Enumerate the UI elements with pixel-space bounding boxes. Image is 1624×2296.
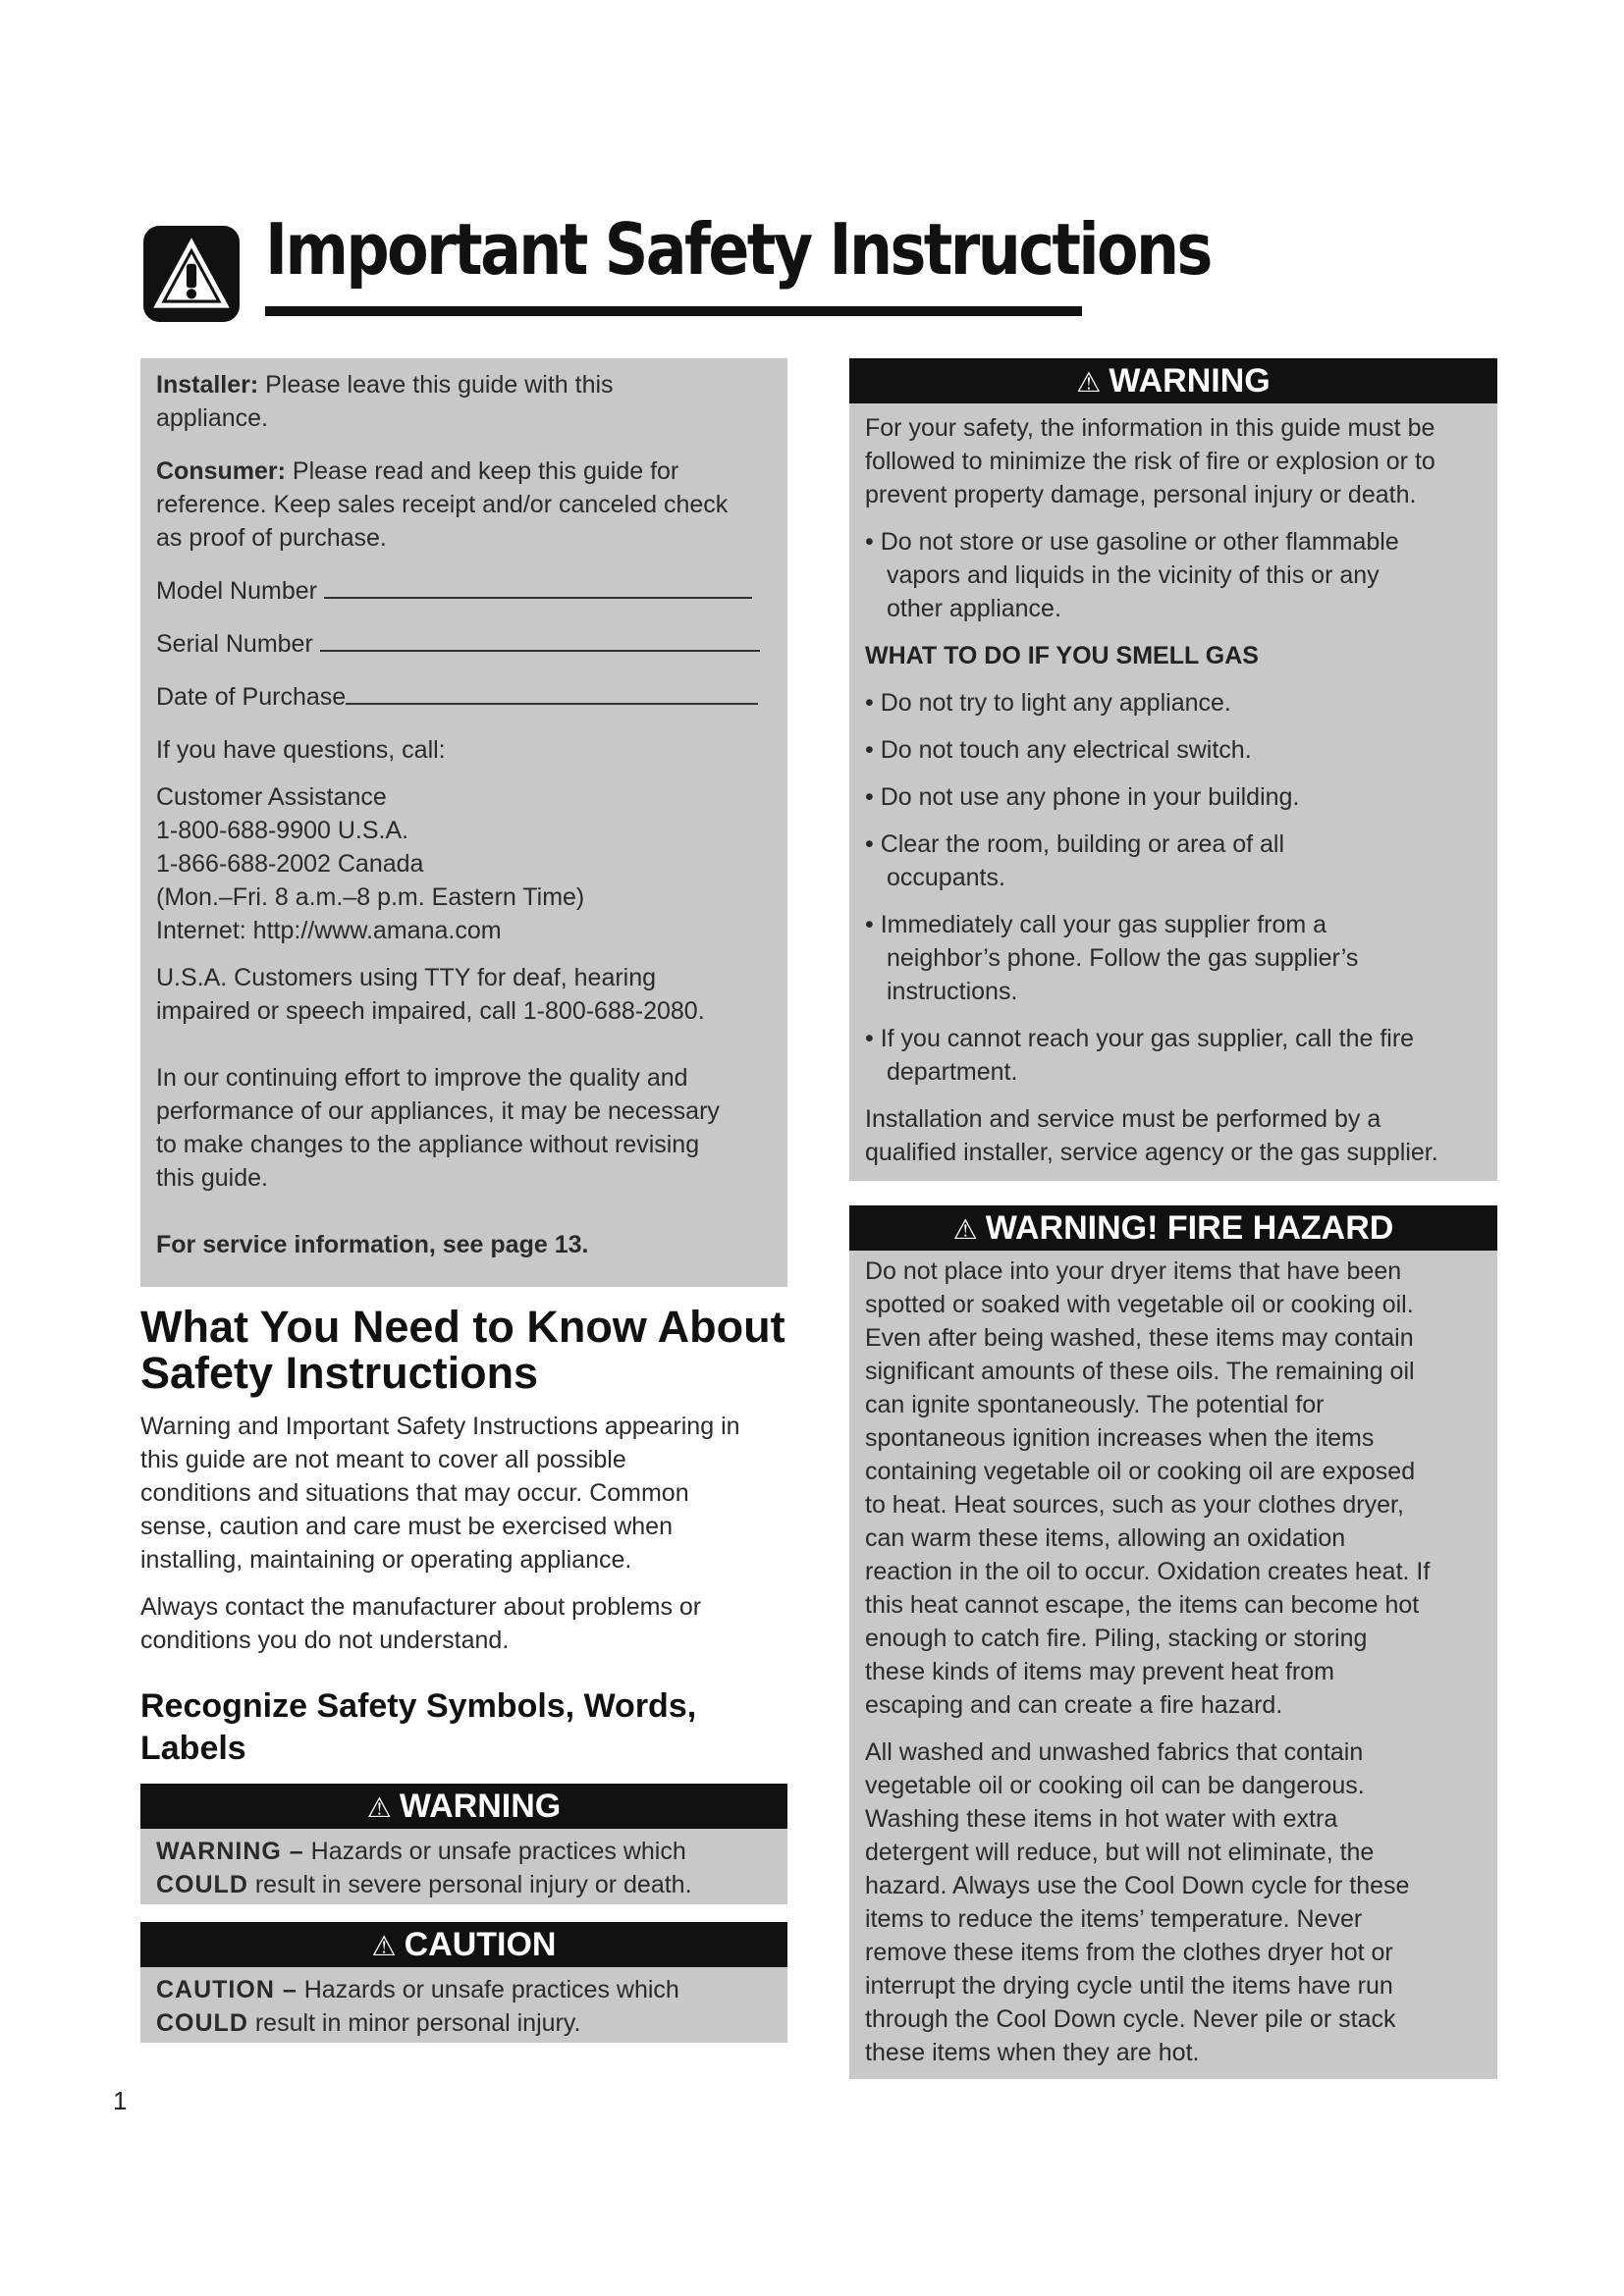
symbol-caution-text-1: Hazards or unsafe practices which [303, 1976, 679, 2003]
gas-step-line: Do not use any phone in your building. [880, 783, 1300, 811]
serial-number-field [156, 627, 772, 661]
fire-line: vegetable oil or cooking oil can be dangerous. [865, 1772, 1365, 1799]
gas-step-line: occupants. [887, 864, 1005, 891]
know-line: this guide are not meant to cover all possible [140, 1446, 626, 1473]
page-number: 1 [113, 2086, 128, 2115]
warning-triangle-icon: ⚠ [371, 1931, 397, 1961]
fire-line: can warm these items, allowing an oxidation [865, 1524, 1346, 1552]
gas-step-line: Immediately call your gas supplier from a [880, 911, 1327, 938]
gas-step [865, 686, 1482, 720]
know-line: Always contact the manufacturer about problems or [140, 1593, 702, 1621]
contact-line: Customer Assistance [156, 783, 387, 811]
know-line: installing, maintaining or operating appliance. [140, 1546, 632, 1574]
fire-line: Do not place into your dryer items that have been [865, 1257, 1402, 1285]
symbol-warning-box [140, 1784, 787, 1904]
know-line: Warning and Important Safety Instructions appearing in [140, 1413, 740, 1440]
symbol-caution-box [140, 1922, 787, 2043]
symbol-warning-text-2: result in severe personal injury or death. [254, 1871, 692, 1898]
know-body [140, 1410, 798, 1657]
gasoline-line: other appliance. [887, 595, 1061, 622]
symbol-caution-could: COULD [156, 2009, 248, 2037]
gas-warning-bar [849, 358, 1497, 403]
gasoline-line: Do not store or use gasoline or other flammable [880, 528, 1399, 556]
installer-info-box [140, 358, 787, 1287]
gas-warning-box [849, 358, 1497, 1181]
know-heading-line-2: Safety Instructions [140, 1348, 539, 1398]
tty-line: impaired or speech impaired, call 1-800-688-2080. [156, 997, 705, 1025]
consumer-text-2: reference. Keep sales receipt and/or canceled check [156, 491, 729, 518]
gas-step [865, 780, 1482, 814]
know-heading-line-1: What You Need to Know About [140, 1302, 785, 1352]
symbol-warning-could: COULD [156, 1871, 248, 1898]
fire-line: interrupt the drying cycle until the items have run [865, 1972, 1393, 2000]
fire-line: to heat. Heat sources, such as your clothes dryer, [865, 1491, 1404, 1519]
gas-warning-bar-label: WARNING [1109, 362, 1271, 400]
installer-label: Installer: [156, 371, 259, 399]
fire-line: remove these items from the clothes dryer hot or [865, 1939, 1393, 1966]
fire-line: hazard. Always use the Cool Down cycle for these [865, 1872, 1410, 1899]
recognize-heading [140, 1685, 769, 1770]
fire-hazard-box [849, 1205, 1497, 2079]
improve-line: performance of our appliances, it may be necessary [156, 1097, 720, 1125]
install-line: Installation and service must be performed by a [865, 1105, 1381, 1133]
gas-step-line: If you cannot reach your gas supplier, call the fire [880, 1025, 1415, 1052]
gas-step-line: Do not touch any electrical switch. [880, 736, 1252, 764]
gas-step-line: Clear the room, building or area of all [880, 830, 1285, 858]
contact-line: 1-800-688-9900 U.S.A. [156, 817, 409, 844]
fire-line: these kinds of items may prevent heat from [865, 1658, 1334, 1685]
questions-text: If you have questions, call: [156, 736, 446, 764]
fire-hazard-bar [849, 1205, 1497, 1251]
fire-hazard-bar-label: WARNING! FIRE HAZARD [985, 1209, 1394, 1247]
warning-intro-line: For your safety, the information in this guide must be [865, 414, 1435, 442]
warning-triangle-icon: ⚠ [1076, 367, 1102, 398]
symbol-caution-bar-label: CAUTION [404, 1926, 557, 1963]
title-underline [265, 306, 1082, 316]
consumer-text: Please read and keep this guide for [292, 457, 679, 485]
symbol-warning-bar [140, 1784, 787, 1829]
fire-line: enough to catch fire. Piling, stacking or storing [865, 1625, 1368, 1652]
fire-line: Even after being washed, these items may contain [865, 1324, 1414, 1352]
gas-step-line: department. [887, 1058, 1018, 1086]
gas-step [865, 908, 1482, 1008]
warning-intro-line: prevent property damage, personal injury or death. [865, 481, 1417, 508]
installer-text: Please leave this guide with this [265, 371, 614, 399]
page-title: Important Safety Instructions [265, 208, 1211, 291]
fire-line: spotted or soaked with vegetable oil or cooking oil. [865, 1291, 1414, 1318]
tty-line: U.S.A. Customers using TTY for deaf, hearing [156, 964, 657, 991]
model-number-label: Model Number [156, 577, 317, 605]
date-of-purchase-label: Date of Purchase [156, 683, 347, 711]
recognize-heading-line-1: Recognize Safety Symbols, Words, [140, 1687, 697, 1725]
fire-line: these items when they are hot. [865, 2039, 1200, 2066]
improve-line: this guide. [156, 1164, 268, 1192]
fire-line: reaction in the oil to occur. Oxidation creates heat. If [865, 1558, 1431, 1585]
date-of-purchase-blank[interactable] [346, 703, 758, 705]
recognize-heading-line-2: Labels [140, 1730, 246, 1767]
warning-triangle-icon: ⚠ [366, 1792, 392, 1823]
fire-line: All washed and unwashed fabrics that contain [865, 1738, 1364, 1766]
know-line: sense, caution and care must be exercised when [140, 1513, 673, 1540]
fire-line: detergent will reduce, but will not eliminate, the [865, 1839, 1375, 1866]
symbol-warning-word: WARNING – [156, 1838, 304, 1865]
install-line: qualified installer, service agency or the gas supplier. [865, 1139, 1438, 1166]
fire-line: items to reduce the items’ temperature. Never [865, 1905, 1363, 1933]
gas-step-line: instructions. [887, 978, 1018, 1005]
symbol-warning-bar-label: WARNING [399, 1788, 562, 1825]
know-line: conditions and situations that may occur. Common [140, 1479, 689, 1507]
improve-line: In our continuing effort to improve the quality and [156, 1064, 688, 1092]
fire-line: escaping and can create a fire hazard. [865, 1691, 1283, 1719]
contact-line: (Mon.–Fri. 8 a.m.–8 p.m. Eastern Time) [156, 883, 585, 911]
fire-line: containing vegetable oil or cooking oil are exposed [865, 1458, 1416, 1485]
fire-line: can ignite spontaneously. The potential for [865, 1391, 1325, 1418]
contact-line: 1-866-688-2002 Canada [156, 850, 424, 878]
warning-triangle-icon: ⚠ [952, 1214, 978, 1245]
serial-number-label: Serial Number [156, 630, 313, 658]
improve-line: to make changes to the appliance without revising [156, 1131, 700, 1158]
date-of-purchase-field [156, 680, 772, 714]
serial-number-blank[interactable] [320, 650, 760, 652]
symbol-warning-text-1: Hazards or unsafe practices which [310, 1838, 686, 1865]
warning-intro-line: followed to minimize the risk of fire or explosion or to [865, 448, 1435, 475]
warning-triangle-icon [141, 224, 242, 324]
installer-text-2: appliance. [156, 404, 268, 432]
fire-line: spontaneous ignition increases when the items [865, 1424, 1375, 1452]
symbol-caution-text-2: result in minor personal injury. [254, 2009, 581, 2037]
model-number-field [156, 574, 772, 608]
website-link[interactable]: Internet: http://www.amana.com [156, 917, 502, 944]
gas-step [865, 733, 1482, 767]
gasoline-line: vapors and liquids in the vicinity of this or any [887, 561, 1380, 589]
consumer-label: Consumer: [156, 457, 286, 485]
fire-line: significant amounts of these oils. The remaining oil [865, 1358, 1415, 1385]
know-heading [140, 1304, 808, 1396]
gas-step-line: Do not try to light any appliance. [880, 689, 1231, 717]
smell-gas-heading: WHAT TO DO IF YOU SMELL GAS [865, 642, 1259, 669]
model-number-blank[interactable] [324, 597, 752, 599]
gas-step [865, 1022, 1482, 1089]
symbol-caution-word: CAUTION – [156, 1976, 298, 2003]
consumer-text-3: as proof of purchase. [156, 524, 387, 552]
service-info: For service information, see page 13. [156, 1231, 589, 1258]
fire-line: Washing these items in hot water with extra [865, 1805, 1338, 1833]
gas-step-line: neighbor’s phone. Follow the gas supplier’s [887, 944, 1359, 972]
know-line: conditions you do not understand. [140, 1627, 510, 1654]
gas-step [865, 828, 1482, 894]
fire-line: through the Cool Down cycle. Never pile or stack [865, 2005, 1396, 2033]
symbol-caution-bar [140, 1922, 787, 1967]
fire-line: this heat cannot escape, the items can become hot [865, 1591, 1420, 1619]
gasoline-warning [865, 525, 1482, 625]
